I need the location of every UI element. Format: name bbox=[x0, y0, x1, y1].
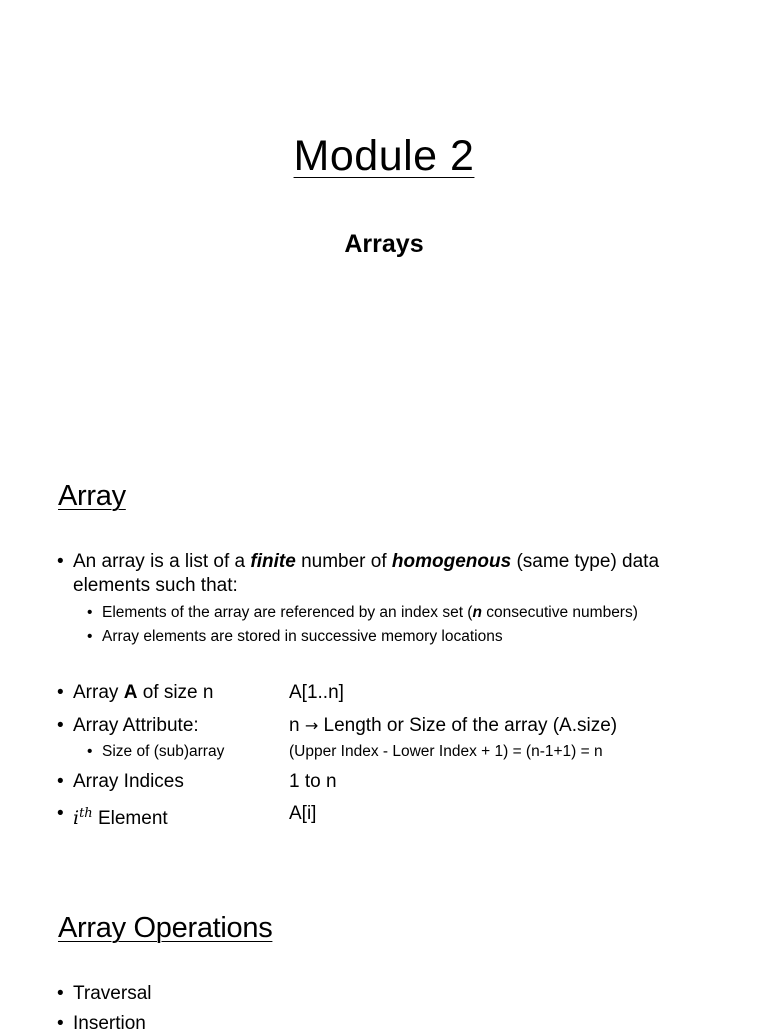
array-operations-slide bbox=[0, 864, 768, 1034]
slide-heading: Array bbox=[58, 480, 126, 512]
intro-text-3: (same type) data elements such that: bbox=[73, 551, 660, 596]
attribute-rest: Length or Size of the array (A.size) bbox=[318, 715, 618, 736]
title-slide bbox=[0, 0, 768, 432]
slide-heading: Array Operations bbox=[58, 912, 273, 944]
sub-bullet-text-1: Elements of the array are referenced by an index set ( bbox=[102, 604, 473, 621]
element-text: Element bbox=[92, 808, 168, 829]
intro-finite: finite bbox=[250, 551, 296, 572]
array-size-label bbox=[73, 681, 213, 705]
sub-bullet-index-set bbox=[102, 602, 638, 624]
intro-bullet bbox=[73, 550, 723, 598]
sub-bullet-text-2: consecutive numbers) bbox=[481, 604, 638, 621]
sub-bullet-n: n bbox=[472, 604, 482, 621]
intro-text-2: number of bbox=[295, 551, 392, 572]
subarray-size-value: (Upper Index - Lower Index + 1) = (n-1+1) = n bbox=[289, 743, 603, 760]
array-indices-label: • Array Indices bbox=[73, 770, 184, 794]
module-title bbox=[0, 132, 768, 181]
array-slide bbox=[0, 432, 768, 864]
array-attribute-label: • Array Attribute: bbox=[73, 714, 199, 738]
ith-element-value: A[i] bbox=[289, 803, 317, 824]
math-i: i bbox=[73, 807, 80, 829]
intro-homogenous: homogenous bbox=[391, 551, 512, 572]
module-title-text: Module 2 bbox=[293, 132, 475, 180]
array-indices-value: 1 to n bbox=[289, 771, 337, 792]
operation-item: • Traversal bbox=[73, 982, 151, 1006]
ith-element-label bbox=[73, 802, 168, 831]
attribute-n: n bbox=[289, 715, 305, 736]
array-size-bold: A bbox=[123, 682, 138, 703]
math-th: th bbox=[79, 806, 93, 821]
array-size-value: A[1..n] bbox=[289, 682, 344, 703]
intro-text-1: An array is a list of a bbox=[73, 551, 251, 572]
sub-bullet-memory: • Array elements are stored in successive memory locations bbox=[102, 626, 503, 648]
array-size-text-2: of size n bbox=[137, 682, 214, 703]
subarray-size-label: • Size of (sub)array bbox=[102, 741, 224, 763]
array-attribute-value bbox=[289, 714, 617, 738]
module-subtitle: Arrays bbox=[344, 230, 424, 258]
array-size-text-1: Array bbox=[73, 682, 124, 703]
operation-item: • Insertion bbox=[73, 1012, 146, 1036]
right-arrow-icon: → bbox=[304, 716, 319, 735]
